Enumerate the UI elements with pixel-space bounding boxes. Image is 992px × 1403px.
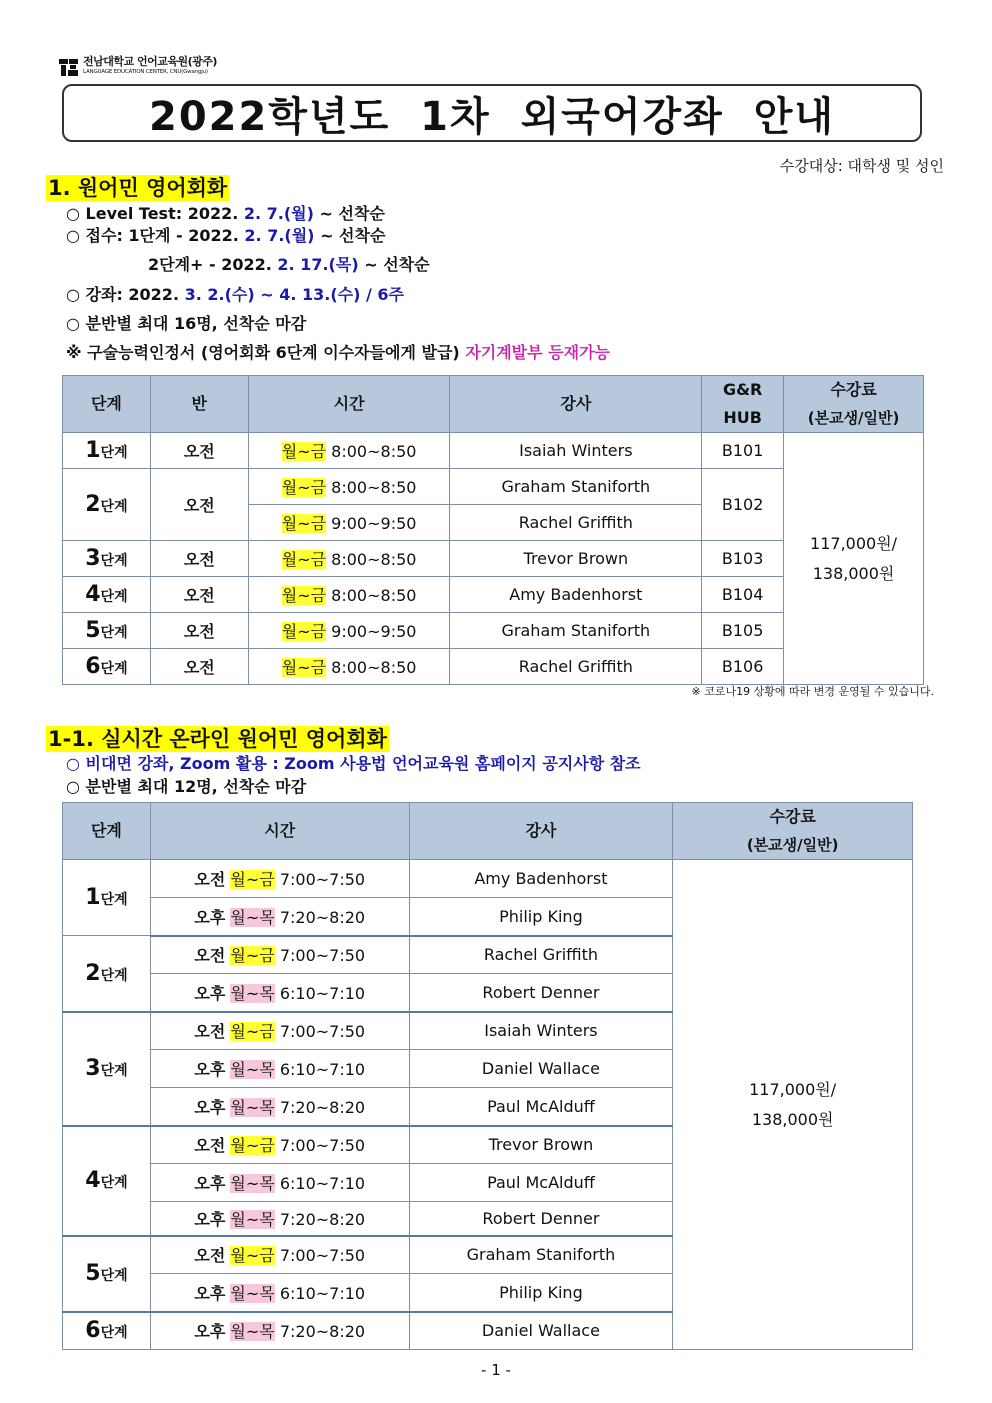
time-range: 6:10~7:10 — [279, 1174, 366, 1193]
header-time: 시간 — [248, 376, 450, 433]
teacher-cell: Daniel Wallace — [409, 1050, 673, 1088]
teacher-cell: Daniel Wallace — [409, 1312, 673, 1350]
level-number: 4 — [85, 582, 101, 607]
table-header-row — [63, 803, 913, 860]
course-label: ○ 강좌: 2022. — [66, 285, 185, 304]
section2-title: 1-1. 실시간 온라인 원어민 영어회화 — [48, 727, 387, 751]
fee-line2: 138,000원 — [812, 563, 895, 583]
days-highlight: 월~목 — [230, 1174, 275, 1193]
days-highlight: 월~목 — [230, 1283, 275, 1303]
days-highlight: 월~금 — [230, 1246, 275, 1266]
days-highlight: 월~금 — [281, 514, 327, 533]
header-fee-line1: 수강료 — [769, 807, 816, 826]
room-cell: B106 — [702, 649, 784, 685]
time-cell — [150, 860, 409, 898]
level-cell — [63, 649, 151, 685]
time-range: 9:00~9:50 — [331, 622, 417, 641]
header-class: 반 — [150, 376, 248, 433]
header-time: 시간 — [150, 803, 409, 860]
page-title: 2022학년도 1차 외국어강좌 안내 — [149, 93, 835, 140]
fee-cell — [673, 860, 913, 1350]
days-highlight: 월~금 — [230, 1022, 275, 1042]
days-highlight: 월~금 — [281, 550, 327, 569]
days-highlight: 월~목 — [230, 1097, 275, 1117]
time-range: 6:10~7:10 — [279, 983, 366, 1003]
level-number: 6 — [85, 1318, 101, 1344]
level-suffix: 단계 — [100, 553, 128, 569]
level-suffix: 단계 — [100, 1268, 128, 1284]
teacher-cell: Robert Denner — [409, 1202, 673, 1236]
ampm-label: 오후 — [194, 907, 226, 927]
time-range: 7:00~7:50 — [279, 870, 366, 889]
header-teacher: 강사 — [450, 376, 702, 433]
registration-line-2 — [148, 254, 430, 276]
certificate-line — [66, 342, 610, 364]
class-cell: 오전 — [150, 577, 248, 613]
level-number: 1 — [85, 438, 101, 463]
level-test-label: ○ Level Test: 2022. — [66, 204, 244, 223]
days-highlight: 월~금 — [281, 442, 327, 461]
registration-label: ○ 접수: 1단계 - 2022. — [66, 226, 245, 245]
table-row — [63, 860, 913, 898]
time-range: 8:00~8:50 — [331, 586, 417, 605]
fee-cell — [784, 433, 924, 685]
capacity-line: ○ 분반별 최대 16명, 선착순 마감 — [66, 314, 307, 333]
time-cell — [150, 1312, 409, 1350]
header-fee-line1: 수강료 — [830, 380, 877, 399]
registration-date-1: 2. 7.(월) — [244, 226, 315, 245]
online-capacity-line: ○ 분반별 최대 12명, 선착순 마감 — [66, 777, 307, 796]
level-cell — [63, 936, 151, 1012]
class-cell: 오전 — [150, 649, 248, 685]
time-range: 7:00~7:50 — [279, 946, 366, 966]
days-highlight: 월~금 — [281, 658, 327, 677]
ampm-label: 오전 — [194, 946, 226, 966]
teacher-cell: Amy Badenhorst — [409, 860, 673, 898]
ampm-label: 오전 — [194, 870, 226, 889]
header-room-line2: HUB — [723, 408, 762, 427]
teacher-cell: Graham Staniforth — [450, 469, 702, 505]
time-range: 7:00~7:50 — [279, 1136, 366, 1156]
level-cell — [63, 577, 151, 613]
room-cell: B101 — [702, 433, 784, 469]
registration-line-1 — [66, 225, 385, 247]
days-highlight: 월~목 — [230, 983, 275, 1003]
level-number: 5 — [85, 618, 101, 643]
class-cell: 오전 — [150, 433, 248, 469]
room-cell: B102 — [702, 469, 784, 541]
time-cell — [248, 649, 450, 685]
level-cell — [63, 469, 151, 541]
time-range: 7:20~8:20 — [279, 907, 366, 927]
time-cell — [150, 1236, 409, 1274]
title-box — [62, 84, 922, 142]
room-cell: B104 — [702, 577, 784, 613]
teacher-cell: Isaiah Winters — [450, 433, 702, 469]
level-number: 6 — [85, 654, 101, 679]
course-period: 3. 2.(수) ~ 4. 13.(수) / 6주 — [184, 285, 404, 304]
level-suffix: 단계 — [100, 1175, 128, 1191]
time-range: 8:00~8:50 — [331, 442, 417, 461]
time-range: 7:20~8:20 — [279, 1209, 366, 1229]
registration-tail-2: ~ 선착순 — [358, 255, 430, 274]
time-cell — [150, 1274, 409, 1312]
time-cell — [150, 898, 409, 936]
institution-logo — [58, 56, 217, 82]
ampm-label: 오후 — [194, 1060, 226, 1079]
ampm-label: 오후 — [194, 1097, 226, 1117]
time-range: 8:00~8:50 — [331, 658, 417, 677]
time-cell — [248, 577, 450, 613]
level-test-tail: ~ 선착순 — [313, 204, 385, 223]
table-row — [63, 433, 924, 469]
header-fee — [673, 803, 913, 860]
time-range: 7:20~8:20 — [279, 1322, 366, 1342]
ampm-label: 오후 — [194, 1283, 226, 1303]
level-cell — [63, 1312, 151, 1350]
teacher-cell: Philip King — [409, 898, 673, 936]
time-cell — [248, 505, 450, 541]
time-range: 6:10~7:10 — [279, 1060, 366, 1079]
course-period-line — [66, 284, 404, 306]
time-range: 7:00~7:50 — [279, 1022, 366, 1042]
ampm-label: 오후 — [194, 1322, 226, 1342]
page-number: - 1 - — [481, 1361, 511, 1379]
teacher-cell: Rachel Griffith — [450, 649, 702, 685]
time-cell — [248, 433, 450, 469]
logo-korean-text: 전남대학교 언어교육원(광주) — [83, 55, 217, 68]
level-suffix: 단계 — [100, 661, 128, 677]
time-cell — [150, 1164, 409, 1202]
teacher-cell: Amy Badenhorst — [450, 577, 702, 613]
teacher-cell: Trevor Brown — [409, 1126, 673, 1164]
header-room — [702, 376, 784, 433]
header-room-line1: G&R — [722, 380, 763, 399]
level-number: 1 — [85, 885, 101, 910]
teacher-cell: Paul McAlduff — [409, 1164, 673, 1202]
room-cell: B103 — [702, 541, 784, 577]
ampm-label: 오전 — [194, 1022, 226, 1042]
days-highlight: 월~금 — [230, 946, 275, 966]
level-cell — [63, 613, 151, 649]
days-highlight: 월~목 — [230, 1209, 275, 1229]
certificate-note: 자기계발부 등재가능 — [465, 343, 610, 362]
level-number: 2 — [85, 960, 101, 986]
time-range: 9:00~9:50 — [331, 514, 417, 533]
time-cell — [150, 1126, 409, 1164]
teacher-cell: Isaiah Winters — [409, 1012, 673, 1050]
ampm-label: 오후 — [194, 1174, 226, 1193]
online-schedule-table — [62, 802, 913, 1350]
level-test-line — [66, 203, 385, 225]
fee-line2: 138,000원 — [751, 1109, 834, 1129]
time-cell — [150, 974, 409, 1012]
level-number: 5 — [85, 1261, 101, 1286]
time-cell — [150, 1088, 409, 1126]
header-fee — [784, 376, 924, 433]
header-teacher: 강사 — [409, 803, 673, 860]
time-cell — [248, 613, 450, 649]
level-number: 2 — [85, 492, 101, 517]
level-suffix: 단계 — [100, 625, 128, 641]
level-suffix: 단계 — [100, 499, 128, 515]
covid-note: ※ 코로나19 상황에 따라 변경 운영될 수 있습니다. — [691, 685, 934, 698]
level-cell — [63, 433, 151, 469]
class-cell: 오전 — [150, 613, 248, 649]
ampm-label: 오후 — [194, 983, 226, 1003]
header-fee-line2: (본교생/일반) — [807, 409, 900, 427]
days-highlight: 월~금 — [281, 478, 327, 497]
level-number: 3 — [85, 1056, 101, 1081]
time-cell — [150, 936, 409, 974]
time-range: 6:10~7:10 — [279, 1283, 366, 1303]
days-highlight: 월~금 — [230, 1136, 275, 1156]
teacher-cell: Paul McAlduff — [409, 1088, 673, 1126]
class-cell: 오전 — [150, 469, 248, 541]
teacher-cell: Rachel Griffith — [409, 936, 673, 974]
teacher-cell: Philip King — [409, 1274, 673, 1312]
time-range: 8:00~8:50 — [331, 550, 417, 569]
level-number: 4 — [85, 1168, 101, 1193]
registration-tail-1: ~ 선착순 — [314, 226, 386, 245]
header-fee-line2: (본교생/일반) — [746, 836, 839, 854]
fee-line1: 117,000원/ — [810, 533, 898, 553]
table-header-row — [63, 376, 924, 433]
days-highlight: 월~목 — [230, 907, 275, 927]
teacher-cell: Trevor Brown — [450, 541, 702, 577]
time-cell — [248, 469, 450, 505]
audience-text: 수강대상: 대학생 및 성인 — [779, 157, 944, 175]
level-suffix: 단계 — [100, 445, 128, 461]
teacher-cell: Graham Staniforth — [409, 1236, 673, 1274]
ampm-label: 오전 — [194, 1136, 226, 1156]
teacher-cell: Robert Denner — [409, 974, 673, 1012]
days-highlight: 월~금 — [281, 586, 327, 605]
days-highlight: 월~목 — [230, 1322, 275, 1342]
level-suffix: 단계 — [100, 1063, 128, 1079]
ampm-label: 오후 — [194, 1209, 226, 1229]
class-cell: 오전 — [150, 541, 248, 577]
section1-title: 1. 원어민 영어회화 — [48, 176, 228, 200]
time-range: 7:00~7:50 — [279, 1246, 366, 1266]
logo-english-text: LANGUAGE EDUCATION CENTER, CNU(Gwangju) — [83, 69, 208, 75]
days-highlight: 월~목 — [230, 1060, 275, 1079]
header-level: 단계 — [63, 376, 151, 433]
teacher-cell: Rachel Griffith — [450, 505, 702, 541]
level-suffix: 단계 — [100, 967, 128, 984]
online-zoom-line: ○ 비대면 강좌, Zoom 활용 : Zoom 사용법 언어교육원 홈페이지 공지사항 참조 — [66, 754, 641, 773]
time-cell — [150, 1202, 409, 1236]
header-level: 단계 — [63, 803, 151, 860]
time-range: 8:00~8:50 — [331, 478, 417, 497]
level-cell — [63, 1236, 151, 1312]
level-cell — [63, 1126, 151, 1236]
time-cell — [150, 1012, 409, 1050]
level-suffix: 단계 — [100, 892, 128, 908]
time-cell — [150, 1050, 409, 1088]
teacher-cell: Graham Staniforth — [450, 613, 702, 649]
days-highlight: 월~금 — [281, 622, 327, 641]
ampm-label: 오전 — [194, 1246, 226, 1266]
level-suffix: 단계 — [100, 1325, 128, 1342]
registration-date-2: 2. 17.(목) — [277, 255, 359, 274]
registration-label-2: 2단계+ - 2022. — [148, 255, 278, 274]
time-cell — [248, 541, 450, 577]
level-suffix: 단계 — [100, 589, 128, 605]
level-test-date: 2. 7.(월) — [243, 204, 314, 223]
level-cell — [63, 541, 151, 577]
level-cell — [63, 1012, 151, 1126]
time-range: 7:20~8:20 — [279, 1097, 366, 1117]
fee-line1: 117,000원/ — [749, 1079, 837, 1099]
room-cell: B105 — [702, 613, 784, 649]
level-cell — [63, 860, 151, 936]
offline-schedule-table — [62, 375, 924, 685]
logo-mark-icon — [58, 56, 80, 78]
certificate-text: ※ 구술능력인정서 (영어회화 6단계 이수자들에게 발급) — [66, 343, 466, 362]
level-number: 3 — [85, 546, 101, 571]
days-highlight: 월~금 — [230, 870, 275, 889]
